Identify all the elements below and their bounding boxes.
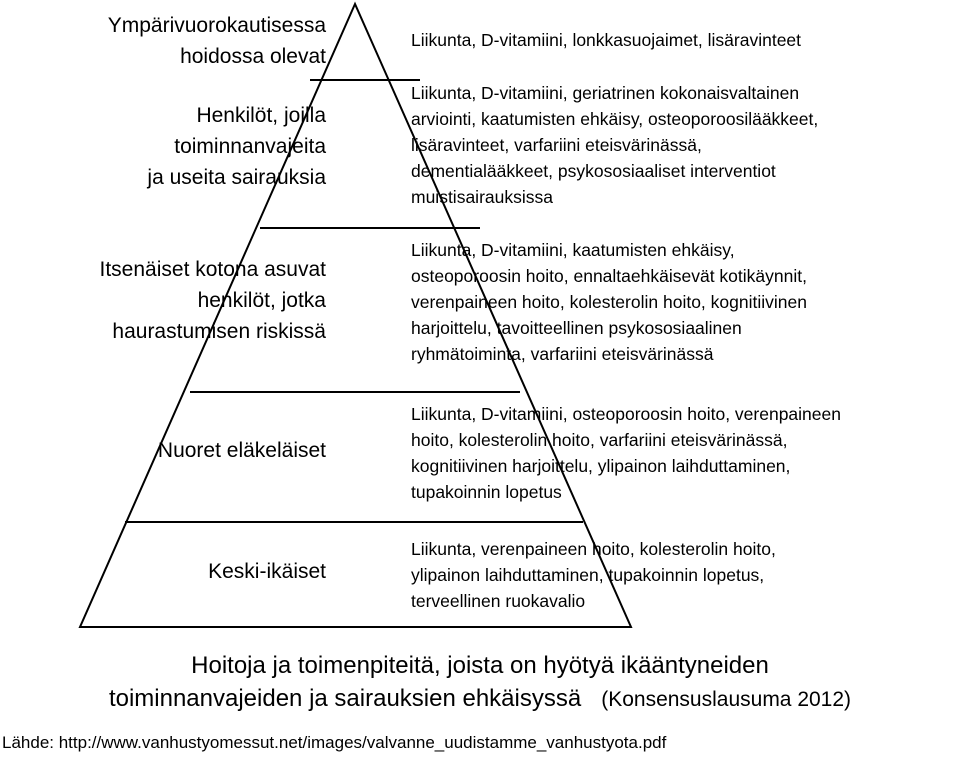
measures-text-5: Liikunta, verenpaineen hoito, kolesterolin hoito, ylipainon laihduttaminen, tupakoinnin lopetus, terveellinen ruokavalio — [411, 539, 776, 611]
group-label-5: Keski-ikäiset — [208, 560, 326, 583]
caption-line-2-main: toiminnanvajeiden ja sairauksien ehkäisyssä — [108, 685, 582, 712]
measures-text-1: Liikunta, D-vitamiini, lonkkasuojaimet, lisäravinteet — [411, 30, 802, 50]
group-label-1: Ympärivuorokautisessa hoidossa olevat — [107, 14, 326, 68]
measures-text-4: Liikunta, D-vitamiini, osteoporoosin hoito, verenpaineen hoito, kolesterolin hoito, varfariini eteisvärinässä, kognitiivinen harjoittelu, ylipainon laihduttaminen, tupakoinnin lopetus — [411, 404, 841, 502]
group-label-3: Itsenäiset kotona asuvat henkilöt, jotka haurastumisen riskissä — [99, 258, 326, 343]
group-label-2: Henkilöt, joilla toiminnanvajeita ja useita sairauksia — [147, 104, 326, 189]
caption-citation: (Konsensuslausuma 2012) — [601, 688, 852, 711]
source-text: Lähde: http://www.vanhustyomessut.net/images/valvanne_uudistamme_vanhustyota.pdf — [2, 733, 667, 752]
measures-text-2: Liikunta, D-vitamiini, geriatrinen kokonaisvaltainen arviointi, kaatumisten ehkäisy, osteoporoosilääkkeet, lisäravinteet, varfariini eteisvärinässä, dementialääkkeet, psykososiaaliset interventiot muistisairauksissa — [411, 83, 819, 207]
measures-text-3: Liikunta, D-vitamiini, kaatumisten ehkäisy, osteoporoosin hoito, ennaltaehkäisevät kotikäynnit, verenpaineen hoito, kolesterolin hoito, kognitiivinen harjoittelu, tavoitteellinen psykososiaalinen ryhmätoiminta, varfariini eteisvärinässä — [411, 240, 807, 364]
caption-line-1: Hoitoja ja toimenpiteitä, joista on hyötyä ikääntyneiden — [191, 652, 769, 679]
group-label-4: Nuoret eläkeläiset — [157, 439, 326, 462]
caption-line-2 — [0, 683, 960, 716]
